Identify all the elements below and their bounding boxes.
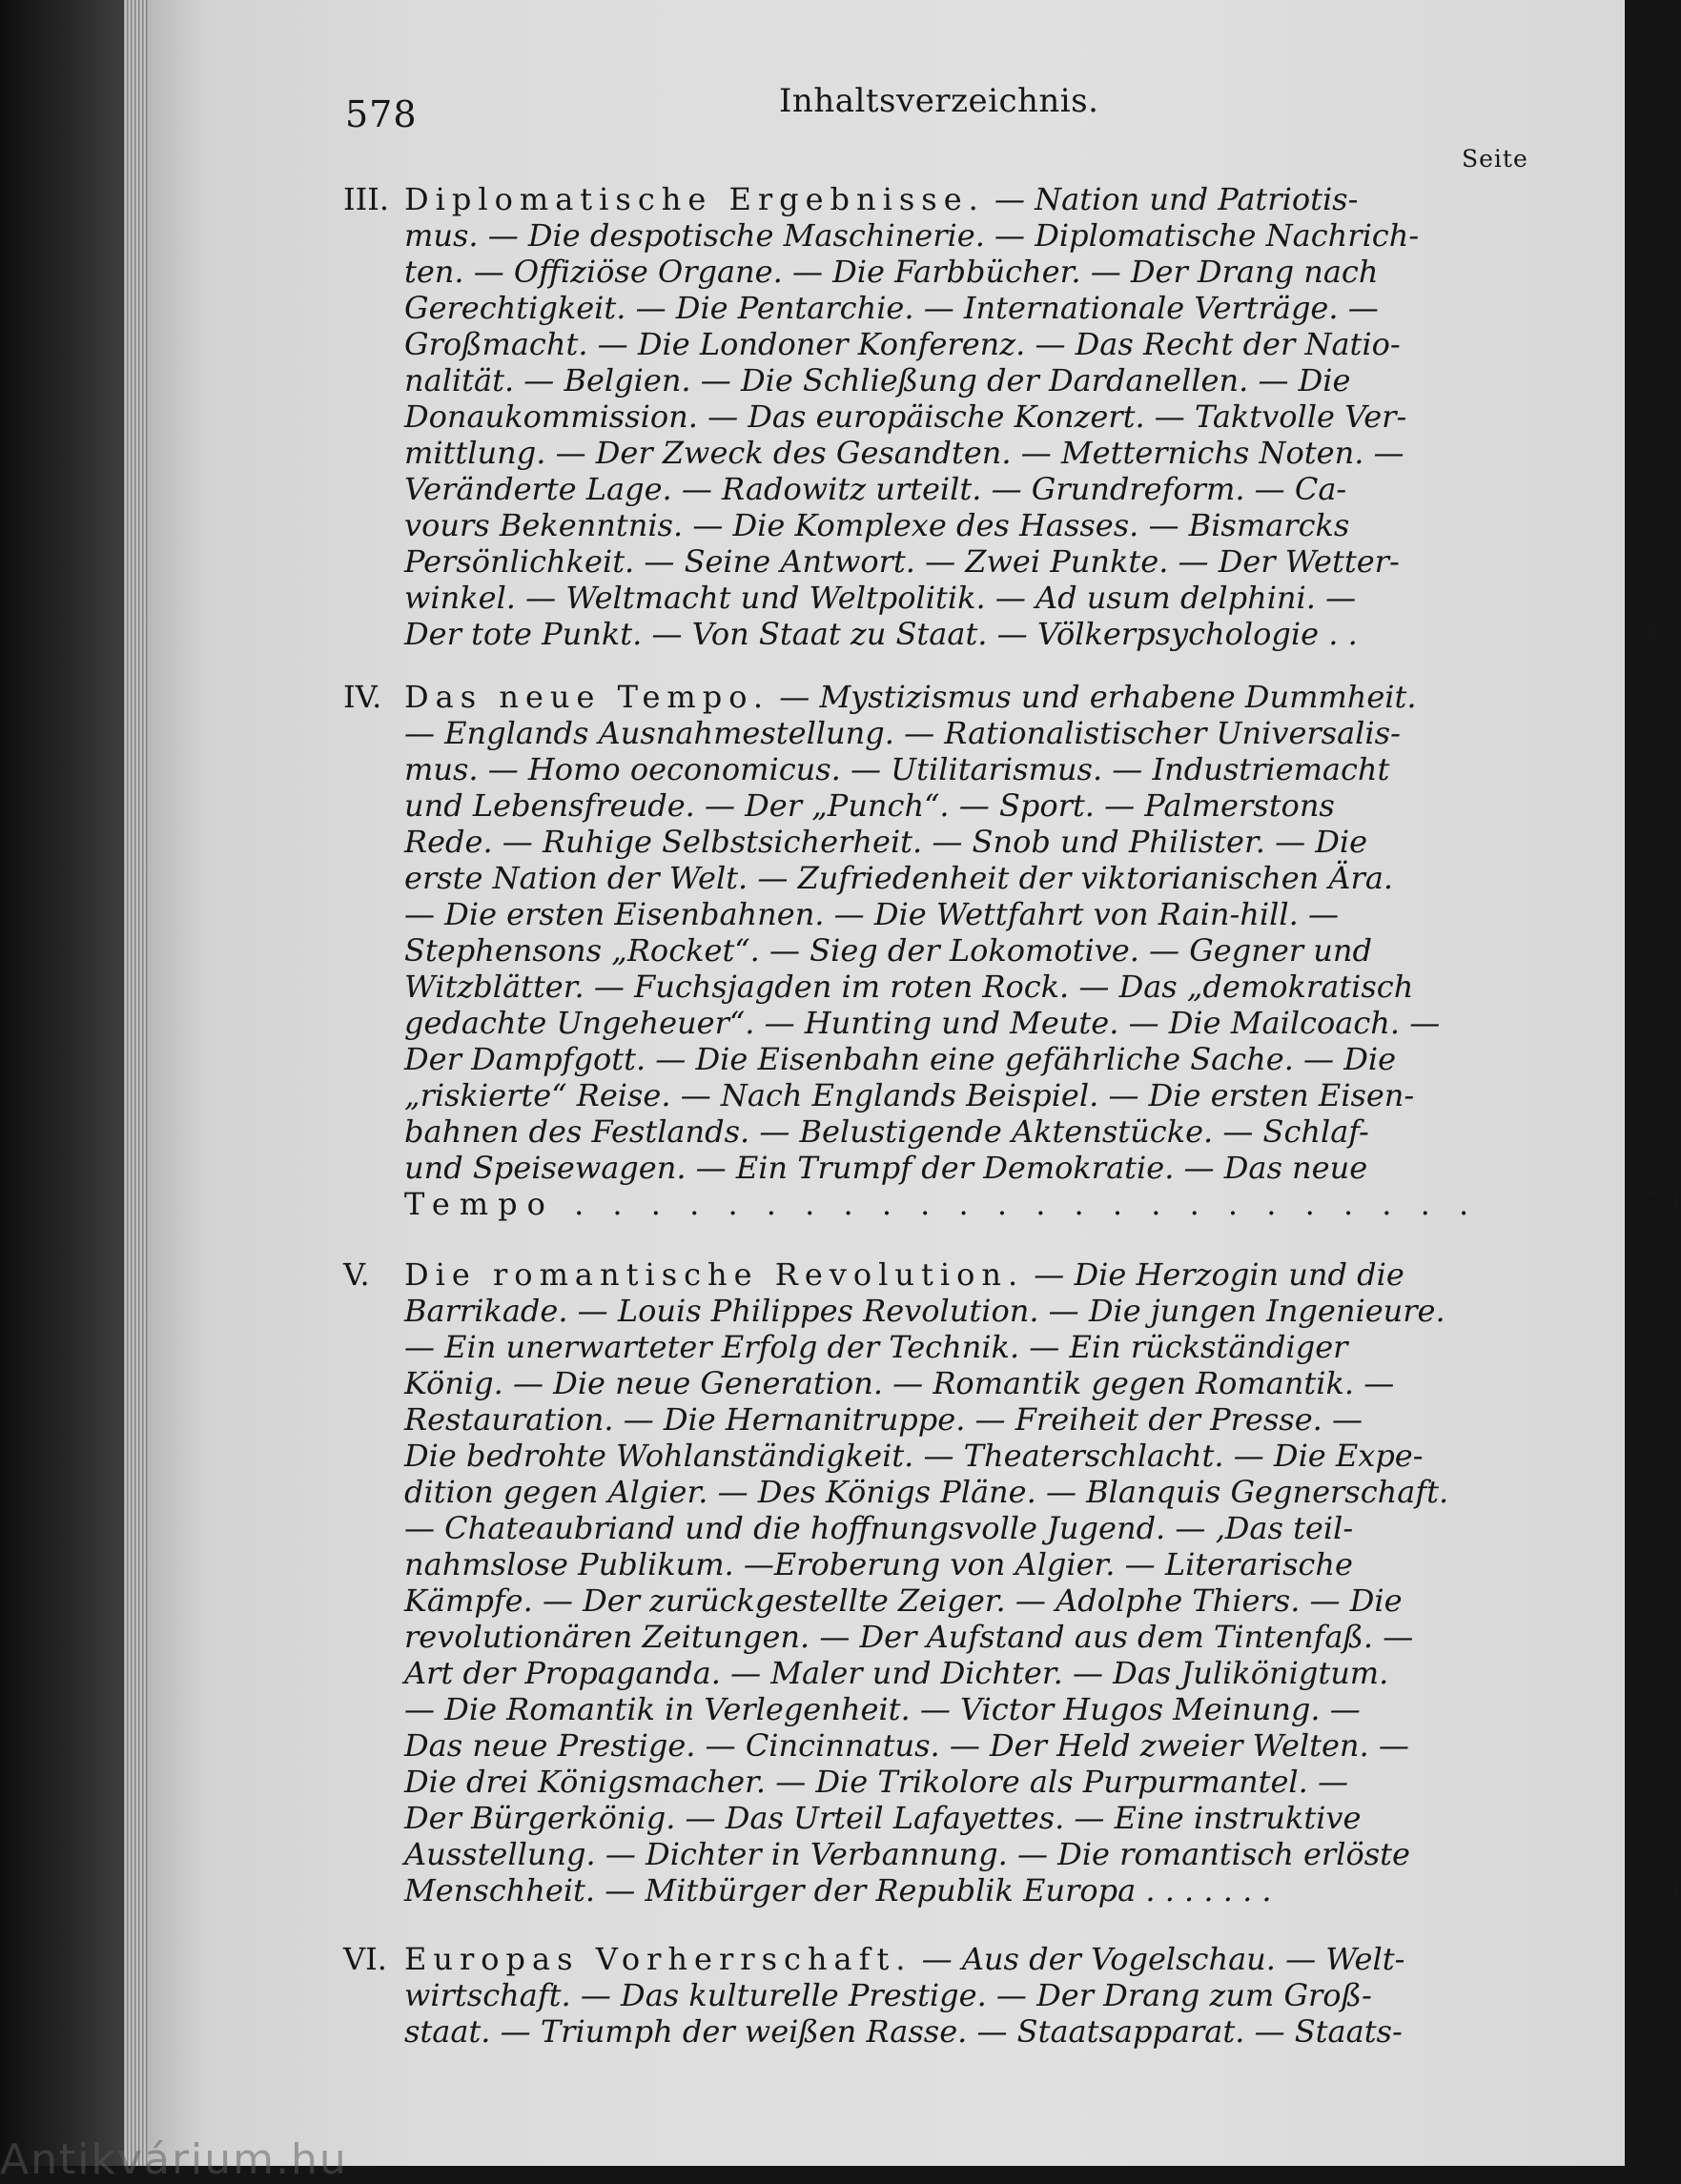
entry-line: Ausstellung. — Dichter in Verbannung. — Die romantisch erlöste (404, 1836, 1410, 1872)
entry-line: mus. — Die despotische Maschinerie. — Diplomatische Nachrich- (404, 217, 1420, 254)
entry-line: staat. — Triumph der weißen Rasse. — Staatsapparat. — Staats- (404, 2013, 1403, 2050)
entry-numeral: IV. (343, 679, 382, 715)
entry-line: Menschheit. — Mitbürger der Republik Europa . . . . . . . (404, 1872, 1272, 1908)
entry-line: winkel. — Weltmacht und Weltpolitik. — Ad usum delphini. — (404, 580, 1357, 616)
entry-line: „riskierte“ Reise. — Nach Englands Beispiel. — Die ersten Eisen- (404, 1077, 1415, 1113)
entry-line: vours Bekenntnis. — Die Komplexe des Hasses. — Bismarcks (404, 507, 1350, 543)
entry-line (404, 1256, 1404, 1293)
entry-line: Der tote Punkt. — Von Staat zu Staat. — Völkerpsychologie . . (404, 616, 1358, 652)
entry-line: Der Bürgerkönig. — Das Urteil Lafayettes. — Eine instruktive (404, 1800, 1362, 1836)
entry-line-leader: Tempo . . . . . . . . . . . . . . . . . . . . . . . . (404, 1186, 1479, 1222)
entry-line: — Englands Ausnahmestellung. — Rationalistischer Universalis- (404, 715, 1401, 751)
entry-heading: Diplomatische Ergebnisse. (404, 181, 985, 217)
entry-line: Gerechtigkeit. — Die Pentarchie. — Internationale Verträge. — (404, 290, 1379, 326)
entry-page-number: 47 (1642, 616, 1681, 652)
entry-line: Kämpfe. — Der zurückgestellte Zeiger. — Adolphe Thiers. — Die (404, 1582, 1403, 1619)
entry-line: König. — Die neue Generation. — Romantik gegen Romantik. — (404, 1365, 1395, 1401)
book-page (148, 0, 1681, 2166)
entry-line: Veränderte Lage. — Radowitz urteilt. — Grundreform. — Ca- (404, 471, 1347, 507)
entry-line: erste Nation der Welt. — Zufriedenheit der viktorianischen Ära. (404, 860, 1394, 896)
entry-line (404, 679, 1417, 715)
entry-line: Großmacht. — Die Londoner Konferenz. — Das Recht der Natio- (404, 326, 1401, 362)
entry-line: dition gegen Algier. — Des Königs Pläne. — Blanquis Gegnerschaft. (404, 1474, 1449, 1510)
watermark: Antikvárium.hu (0, 2135, 348, 2184)
entry-line: Der Dampfgott. — Die Eisenbahn eine gefährliche Sache. — Die (404, 1041, 1397, 1077)
entry-line: Art der Propaganda. — Maler und Dichter. — Das Julikönigtum. (404, 1655, 1389, 1691)
entry-line: revolutionären Zeitungen. — Der Aufstand aus dem Tintenfaß. — (404, 1619, 1414, 1655)
entry-heading: Europas Vorherrschaft. (404, 1941, 912, 1977)
entry-line: Restauration. — Die Hernanitruppe. — Freiheit der Presse. — (404, 1401, 1363, 1438)
running-title: Inhaltsverzeichnis. (779, 82, 1099, 120)
entry-line: nahmslose Publikum. —Eroberung von Algier. — Literarische (404, 1546, 1353, 1582)
entry-line: — Chateaubriand und die hoffnungsvolle Jugend. — ‚Das teil- (404, 1510, 1354, 1546)
column-label-seite: Seite (1462, 145, 1528, 173)
entry-line: Witzblätter. — Fuchsjagden im roten Rock. — Das „demokratisch (404, 969, 1414, 1005)
entry-line: Das neue Prestige. — Cincinnatus. — Der Held zweier Welten. — (404, 1727, 1409, 1764)
entry-line: ten. — Offiziöse Organe. — Die Farbbücher. — Der Drang nach (404, 254, 1379, 290)
entry-line: nalität. — Belgien. — Die Schließung der Dardanellen. — Die (404, 362, 1351, 398)
entry-heading: Das neue Tempo. (404, 679, 770, 715)
entry-line: Die bedrohte Wohlanständigkeit. — Theaterschlacht. — Die Expe- (404, 1438, 1424, 1474)
entry-heading: Die romantische Revolution. (404, 1256, 1025, 1293)
entry-line: mittlung. — Der Zweck des Gesandten. — Metternichs Noten. — (404, 435, 1404, 471)
entry-line-rest: — Aus der Vogelschau. — Welt- (912, 1941, 1405, 1977)
entry-line: gedachte Ungeheuer“. — Hunting und Meute. — Die Mailcoach. — (404, 1005, 1441, 1041)
entry-line: Rede. — Ruhige Selbstsicherheit. — Snob und Philister. — Die (404, 824, 1368, 860)
entry-line: — Die ersten Eisenbahnen. — Die Wettfahrt von Rain-hill. — (404, 896, 1339, 932)
entry-page-number: 59 (1642, 1186, 1681, 1222)
entry-line: wirtschaft. — Das kulturelle Prestige. — Der Drang zum Groß- (404, 1977, 1372, 2013)
entry-line-rest: — Die Herzogin und die (1024, 1256, 1404, 1293)
entry-line-rest: — Mystizismus und erhabene Dummheit. (769, 679, 1417, 715)
entry-line: Persönlichkeit. — Seine Antwort. — Zwei Punkte. — Der Wetter- (404, 543, 1400, 580)
entry-line: — Ein unerwarteter Erfolg der Technik. — Ein rückständiger (404, 1329, 1348, 1365)
entry-line (404, 1941, 1404, 1977)
entry-line (404, 181, 1358, 217)
entry-line: Barrikade. — Louis Philippes Revolution. — Die jungen Ingenieure. (404, 1293, 1445, 1329)
entry-page-number: 73 (1642, 1872, 1681, 1908)
entry-line: und Speisewagen. — Ein Trumpf der Demokratie. — Das neue (404, 1150, 1368, 1186)
entry-line: — Die Romantik in Verlegenheit. — Victor Hugos Meinung. — (404, 1691, 1361, 1727)
entry-line-rest: — Nation und Patriotis- (984, 181, 1359, 217)
entry-line: Die drei Königsmacher. — Die Trikolore als Purpurmantel. — (404, 1764, 1348, 1800)
entry-numeral: VI. (343, 1941, 387, 1977)
entry-line: Donaukommission. — Das europäische Konzert. — Taktvolle Ver- (404, 398, 1407, 435)
entry-line: Stephensons „Rocket“. — Sieg der Lokomotive. — Gegner und (404, 932, 1372, 969)
entry-line: mus. — Homo oeconomicus. — Utilitarismus. — Industriemacht (404, 751, 1390, 787)
entry-line: bahnen des Festlands. — Belustigende Aktenstücke. — Schlaf- (404, 1113, 1369, 1150)
entry-numeral: V. (343, 1256, 370, 1293)
entry-numeral: III. (343, 181, 390, 217)
entry-line: und Lebensfreude. — Der „Punch“. — Sport. — Palmerstons (404, 787, 1335, 824)
page-number: 578 (345, 93, 418, 135)
